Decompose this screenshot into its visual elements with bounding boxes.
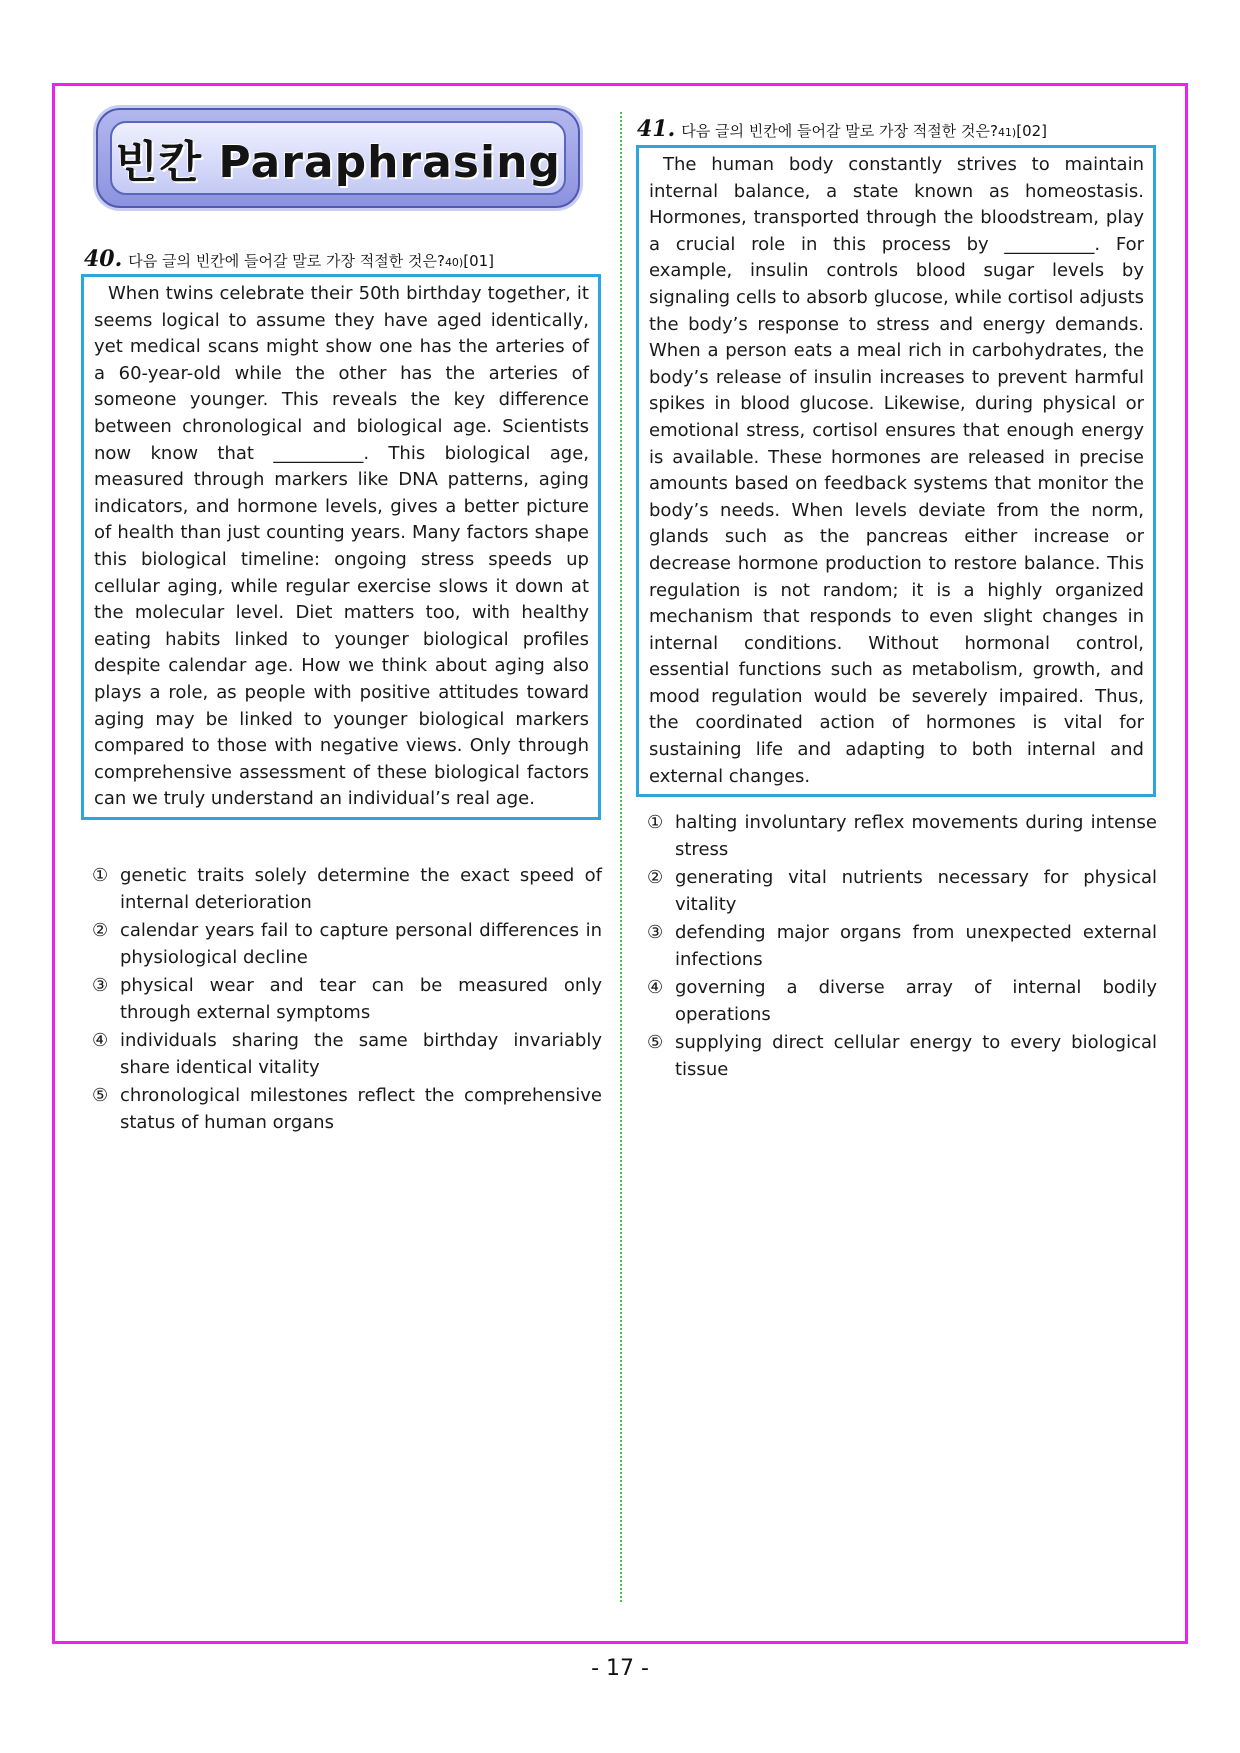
option-marker: ⑤ — [647, 1032, 664, 1053]
option-text: generating vital nutrients necessary for physical vitality — [675, 867, 1157, 915]
option-text: individuals sharing the same birthday invariably share identical vitality — [120, 1030, 602, 1078]
question-code: [01] — [463, 252, 495, 270]
option-marker: ① — [92, 865, 109, 886]
question-prompt: 다음 글의 빈칸에 들어갈 말로 가장 적절한 것은? — [128, 252, 445, 270]
answer-option-4[interactable] — [92, 1027, 602, 1081]
answer-option-2[interactable] — [647, 864, 1157, 918]
question-prompt: 다음 글의 빈칸에 들어갈 말로 가장 적절한 것은? — [681, 122, 998, 140]
option-marker: ① — [647, 812, 664, 833]
answer-option-5[interactable] — [647, 1029, 1157, 1083]
page-number: - 17 - — [591, 1656, 649, 1681]
answer-option-5[interactable] — [92, 1082, 602, 1136]
answer-option-4[interactable] — [647, 974, 1157, 1028]
question-40-options — [92, 862, 602, 1137]
answer-option-1[interactable] — [92, 862, 602, 916]
question-code: [02] — [1016, 122, 1048, 140]
question-40-passage — [81, 274, 601, 820]
option-text: physical wear and tear can be measured only through external symptoms — [120, 975, 602, 1023]
option-marker: ④ — [92, 1030, 109, 1051]
passage-text: When twins celebrate their 50th birthday together, it seems logical to assume they have aged identically, yet medical scans might show one has the arteries of a 60-year-old while the other has the arteries of someone younger. This reveals the key difference between chronological and biological age. Scientists now know that __________. This biological age, measured through markers like DNA patterns, aging indicators, and hormone levels, gives a better picture of health than just counting years. Many factors shape this biological timeline: ongoing stress speeds up cellular aging, while regular exercise slows it down at the molecular level. Diet matters too, with healthy eating habits linked to younger biological profiles despite calendar age. How we think about aging also plays a role, as people with positive attitudes toward aging may be linked to younger biological markers compared to those with negative views. Only through comprehensive assessment of these biological factors can we truly understand an individual’s real age. — [94, 283, 589, 810]
option-text: chronological milestones reflect the comprehensive status of human organs — [120, 1085, 602, 1133]
section-title-banner — [96, 108, 580, 208]
option-text: defending major organs from unexpected external infections — [675, 922, 1157, 970]
option-marker: ② — [92, 920, 109, 941]
option-marker: ③ — [92, 975, 109, 996]
column-divider — [620, 112, 622, 1602]
passage-text: The human body constantly strives to maintain internal balance, a state known as homeostasis. Hormones, transported through the bloodstream, play a crucial role in this process by __________. For example, insulin controls blood sugar levels by signaling cells to absorb glucose, while cortisol adjusts the body’s response to stress and energy demands. When a person eats a meal rich in carbohydrates, the body’s release of insulin increases to prevent harmful spikes in blood glucose. Likewise, during physical or emotional stress, cortisol ensures that enough energy is available. These hormones are released in precise amounts based on feedback systems that monitor the body’s needs. When levels deviate from the norm, glands such as the pancreas either increase or decrease hormone production to restore balance. This regulation is not random; it is a highly organized mechanism that responds to even slight changes in internal conditions. Without hormonal control, essential functions such as metabolism, growth, and mood regulation would be severely impaired. Thus, the coordinated action of hormones is vital for sustaining life and adapting to both internal and external changes. — [649, 154, 1144, 787]
option-marker: ⑤ — [92, 1085, 109, 1106]
option-marker: ④ — [647, 977, 664, 998]
option-text: calendar years fail to capture personal differences in physiological decline — [120, 920, 602, 968]
option-marker: ② — [647, 867, 664, 888]
option-text: halting involuntary reflex movements during intense stress — [675, 812, 1157, 860]
option-text: genetic traits solely determine the exact speed of internal deterioration — [120, 865, 602, 913]
answer-option-3[interactable] — [647, 919, 1157, 973]
question-number: 40. — [84, 246, 123, 272]
option-text: governing a diverse array of internal bodily operations — [675, 977, 1157, 1025]
section-title: 빈칸 Paraphrasing — [115, 137, 561, 188]
option-text: supplying direct cellular energy to every biological tissue — [675, 1032, 1157, 1080]
question-40-heading — [84, 246, 494, 272]
question-source-ref: 40) — [444, 256, 464, 269]
question-source-ref: 41) — [997, 126, 1017, 139]
answer-option-3[interactable] — [92, 972, 602, 1026]
option-marker: ③ — [647, 922, 664, 943]
question-number: 41. — [637, 116, 676, 142]
answer-option-2[interactable] — [92, 917, 602, 971]
answer-option-1[interactable] — [647, 809, 1157, 863]
question-41-heading — [637, 116, 1047, 142]
question-41-passage — [636, 145, 1156, 797]
question-41-options — [647, 809, 1157, 1084]
section-title-inner — [110, 121, 566, 195]
